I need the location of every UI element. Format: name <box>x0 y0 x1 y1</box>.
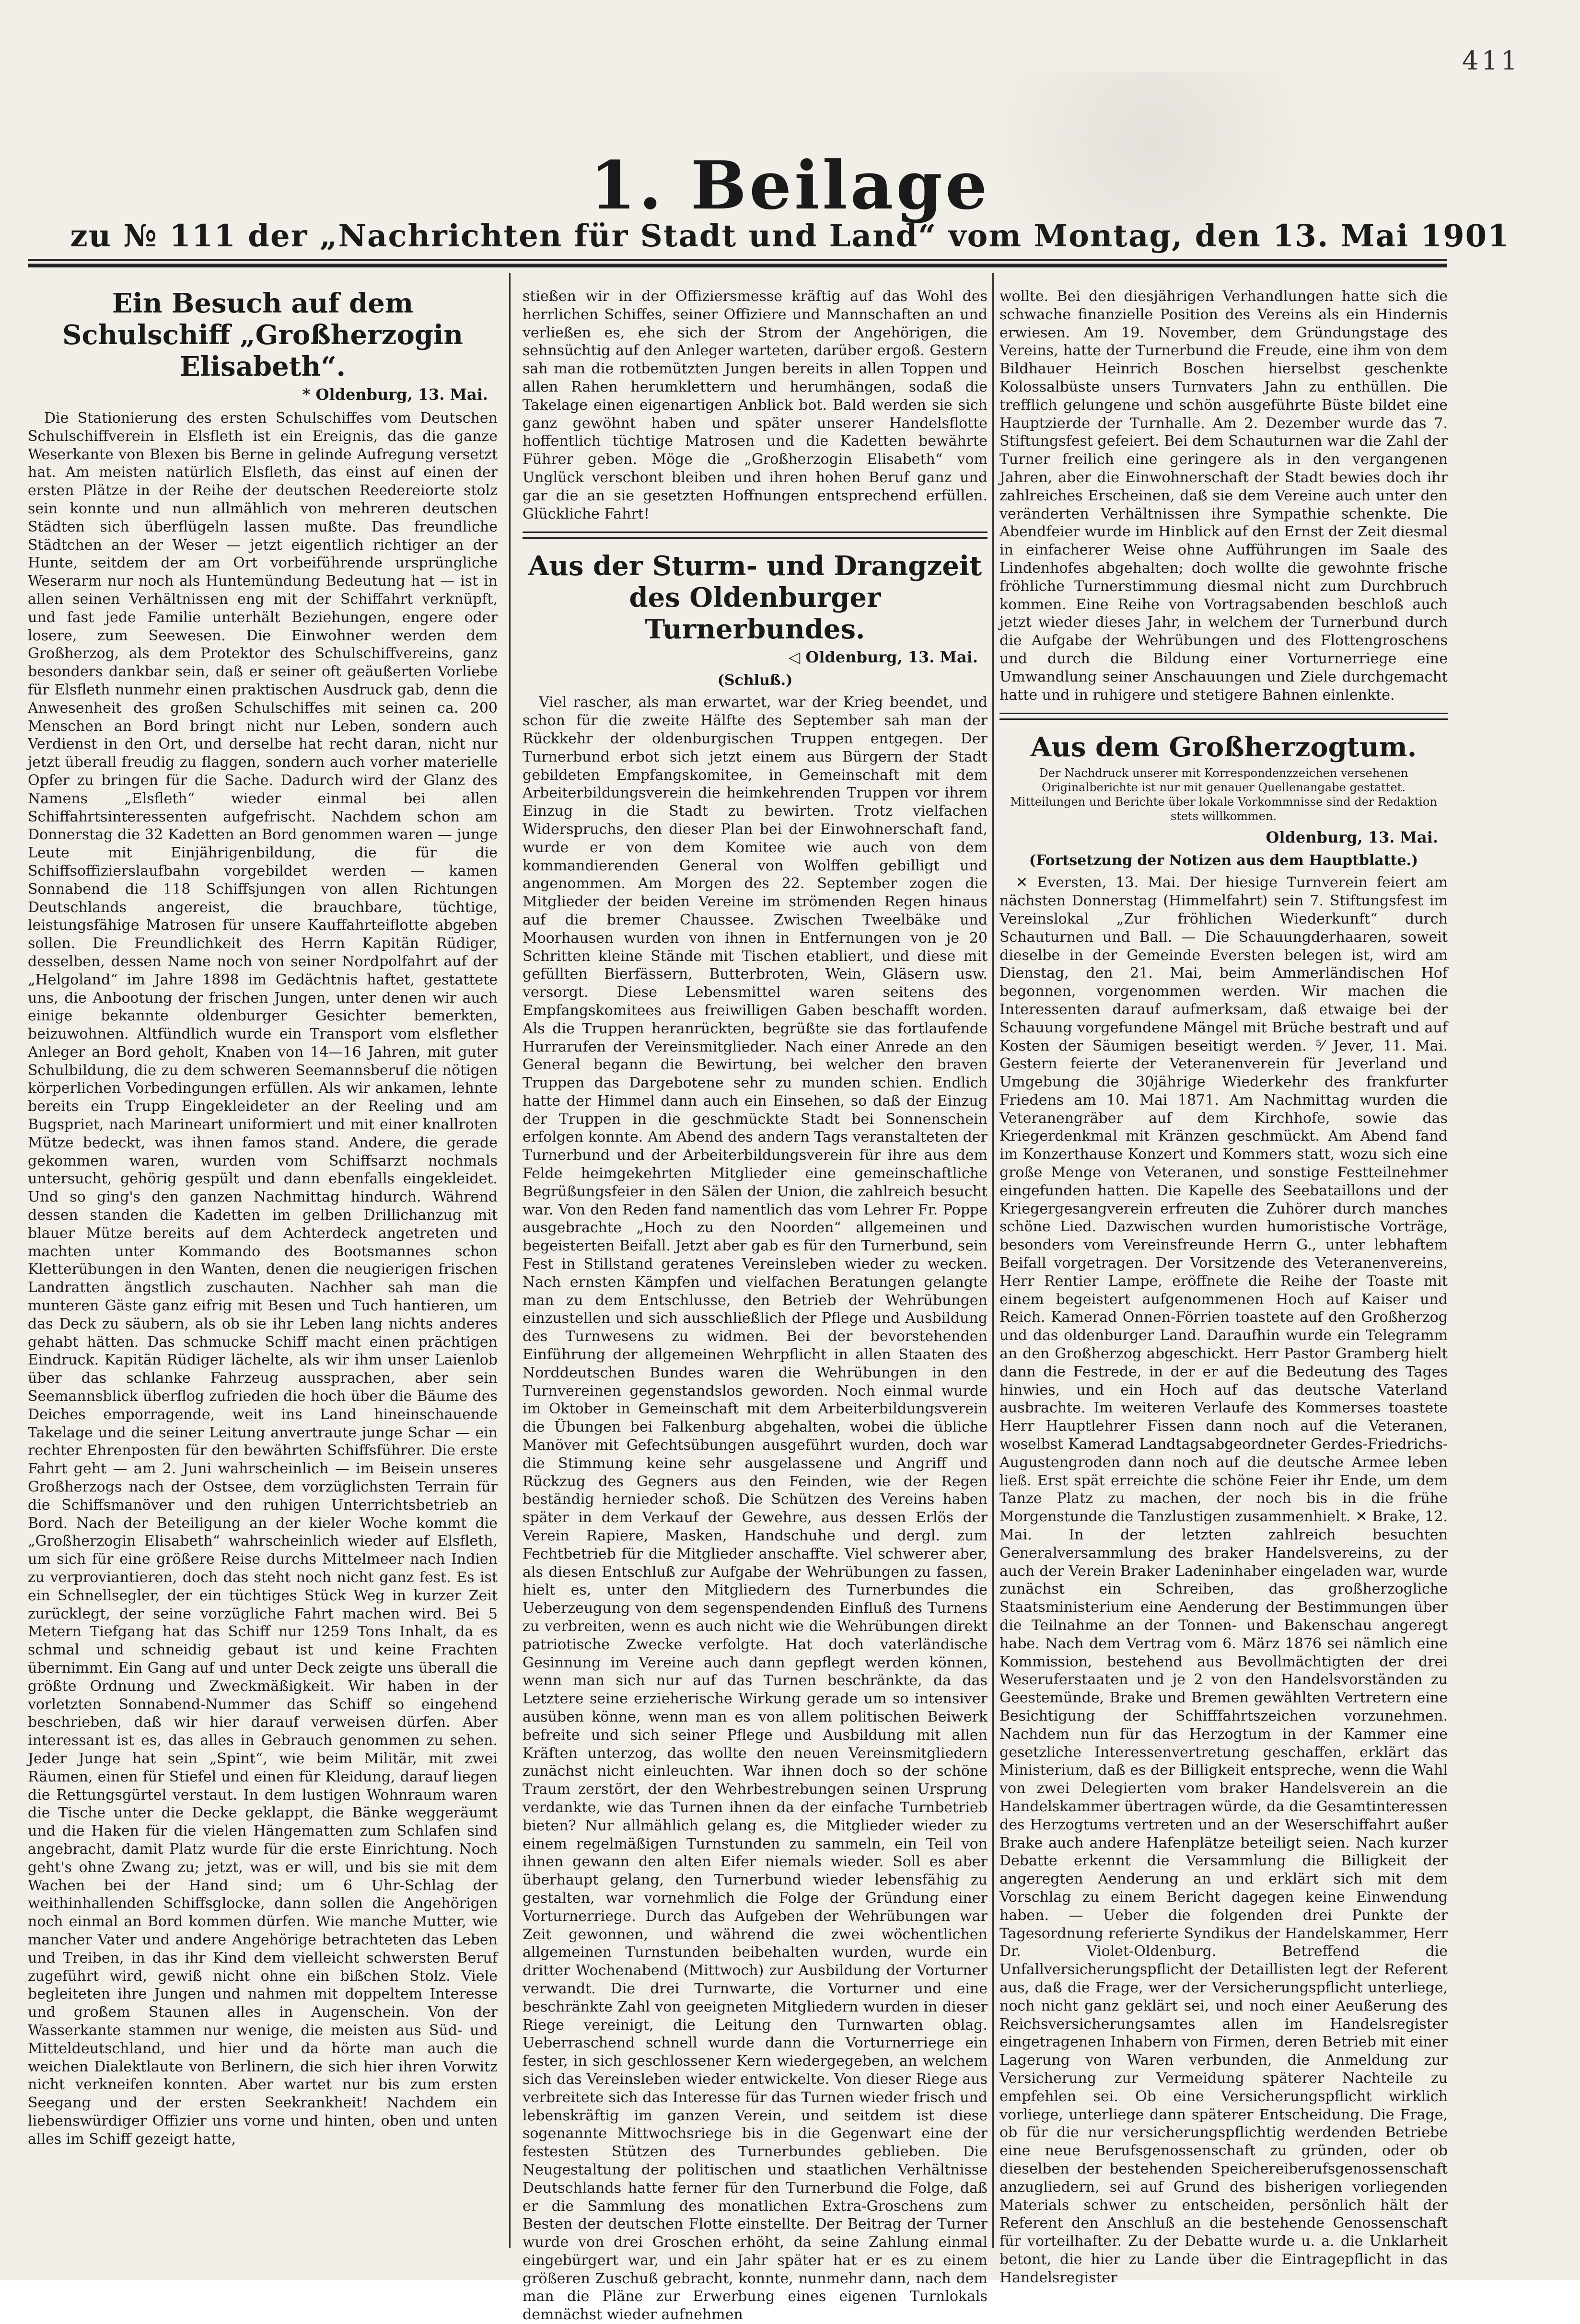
header-rule <box>28 259 1447 261</box>
column-2 <box>523 288 988 2324</box>
article-separator <box>523 532 988 539</box>
article-body: Die Stationierung des ersten Schulschiffes vom Deutschen Schulschiffverein in Elsfleth ist ein Ereignis, das die ganze Weserkante von Blexen bis Berne in gelinde Aufregung versetzt hat. Am meisten natürlich Elsfleth, das einst auf einen der ersten Plätze in der Reihe der deutschen Reedereiorte stolz sein konnte und nun allmählich von mehreren deutschen Städten sich überflügeln lassen mußte. Das freundliche Städtchen an der Weser — jetzt eigentlich richtiger an der Hunte, seitdem der am Ort vorbeiführende ursprüngliche Weserarm nur noch als Huntemündung Bedeutung hat — ist in allen seinen Verhältnissen eng mit der Schiffahrt verknüpft, und fast jede Familie unterhält Beziehungen, engere oder losere, zum Seewesen. Die Einwohner werden dem Großherzog, als dem Protektor des Schulschiffvereins, ganz besonders dankbar sein, daß er seiner oft geäußerten Vorliebe für Elsfleth nunmehr einen praktischen Ausdruck gab, denn die Anwesenheit des großen Schulschiffes mit seinen ca. 200 Menschen an Bord bringt nicht nur Leben, sondern auch Verdienst in den Ort, und derselbe hat recht daran, nicht nur jetzt überall freudig zu flaggen, sondern auch vorher materielle Opfer zu bringen für die Sache. Dadurch wird der Glanz des Namens „Elsfleth“ wieder einmal bei allen Schiffahrtsinteressenten aufgefrischt. Nachdem schon am Donnerstag die 32 Kadetten an Bord genommen waren — junge Leute mit Einjährigenbildung, die für die Schiffsoffizierslaufbahn vorgebildet werden — kamen Sonnabend die 118 Schiffsjungen von allen Richtungen Deutschlands angereist, die brauchbare, tüchtige, leistungsfähige Matrosen für unsere Kauffahrteiflotte abgeben sollen. Die Freundlichkeit des Herrn Kapitän Rüdiger, desselben, dessen Name noch von seiner Nordpolfahrt auf der „Helgoland“ im Jahre 1898 im Gedächtnis haftet, gestattete uns, die Anbootung der frischen Jungen, unter denen wir auch einige bekannte oldenburger Gesichter bemerkten, beizuwohnen. Altfündlich wurde ein Transport vom elsflether Anleger an Bord geholt, Knaben von 14—16 Jahren, mit guter Schulbildung, die zu dem schweren Seemannsberuf die nötigen körperlichen Vorbedingungen erfüllen. Als wir ankamen, lehnte bereits ein Trupp Eingekleideter an der Reeling und am Bugspriet, nach Marineart uniformiert und mit einer knallroten Mütze bedeckt, was ihnen famos stand. Andere, die gerade gekommen waren, wurden vom Schiffsarzt nochmals untersucht, gehörig gespült und dann ebenfalls eingekleidet. Und so ging's den ganzen Nachmittag hindurch. Während dessen standen die Kadetten im gelben Drillichanzug mit blauer Mütze bereits auf dem Achterdeck angetreten und machten unter Kommando des Bootsmannes schon Kletterübungen in den Wanten, denen die neugierigen frischen Landratten ängstlich zuschauten. Nachher sah man die munteren Gäste ganz eifrig mit Besen und Tuch hantieren, um das Deck zu säubern, als ob sie ihr Leben lang nichts anderes gehabt hätten. Das schmucke Schiff macht einen prächtigen Eindruck. Kapitän Rüdiger lächelte, als wir ihm unser Laienlob über das schlanke Fahrzeug aussprachen, aber sein Seemannsblick überflog zufrieden die hoch über die Bäume des Deiches emporragende, weit ins Land hineinschauende Takelage und die seiner Leitung anvertraute junge Schar — ein rechter Ehrenposten für den bewährten Schiffsführer. Die erste Fahrt geht — am 2. Juni wahrscheinlich — im Beisein unseres Großherzogs nach der Ostsee, dem vorzüglichsten Terrain für die Schiffsmanöver und den ruhigen Unterrichtsbetrieb an Bord. Nach der Beteiligung an der kieler Woche kommt die „Großherzogin Elisabeth“ wahrscheinlich wieder auf Elsfleth, um sich für eine größere Reise durchs Mittelmeer nach Indien zu verproviantieren, doch das steht noch nicht ganz fest. Es ist ein Schnellsegler, der ein tüchtiges Stück Weg in kurzer Zeit zurücklegt, der seine vorzügliche Fahrt machen wird. Bei 5 Metern Tiefgang hat das Schiff nur 1259 Tons Inhalt, da es schmal und schneidig gebaut ist und keine Frachten übernimmt. Ein Gang auf und unter Deck zeigte uns überall die größte Ordnung und Zweckmäßigkeit. Wir haben in der vorletzten Sonnabend-Nummer das Schiff so eingehend beschrieben, daß wir hier darauf verweisen dürfen. Aber interessant ist es, das alles in Gebrauch genommen zu sehen. Jeder Junge hat sein „Spint“, wie beim Militär, mit zwei Räumen, einen für Stiefel und einen für Kleidung, darauf liegen die Rettungsgürtel verstaut. In dem lustigen Wohnraum waren die Tische unter die Decke geklappt, die Bänke weggeräumt und die Haken für die vielen Hängematten zum Schlafen sind angebracht, damit Platz wurde für die erste Einrichtung. Noch geht's ohne Zwang zu; jetzt, was er will, und bis sie mit dem Wachen bei der Hand sind; um 6 Uhr-Schlag der weithinhallenden Schiffsglocke, dann sollen die Angehörigen noch einmal an Bord kommen dürfen. Wie manche Mutter, wie mancher Vater und andere Angehörige betrachteten das Leben und Treiben, in das ihr Kind dem vielleicht schwersten Beruf zugeführt wird, gewiß nicht ohne ein bißchen Stolz. Viele begleiteten ihre Jungen und nahmen mit doppeltem Interesse und großem Staunen alles in Augenschein. Von der Wasserkante stammen nur wenige, die meisten aus Süd- und Mitteldeutschland, und hier und da hörte man auch die weichen Dialektlaute von Berlinern, die sich hier ihren Vorwitz nicht verkneifen konnten. Aber wartet nur bis zum ersten Seegang und der ersten Seekrankheit! Nachdem ein liebenswürdiger Offizier uns vorne und hinten, oben und unten alles im Schiff gezeigt hatte, <box>28 410 498 2148</box>
supplement-subtitle: zu № 111 der „Nachrichten für Stadt und Land“ vom Montag, den 13. Mai 1901 <box>70 218 1510 254</box>
supplement-title: 1. Beilage <box>590 146 990 224</box>
article-body: Viel rascher, als man erwartet, war der Krieg beendet, und schon für die zweite Hälfte des September sah man der Rückkehr der oldenburgischen Truppen entgegen. Der Turnerbund erbot sich jetzt einem aus Bürgern der Stadt gebildeten Empfangskomitee, in Gemeinschaft mit dem Arbeiterbildungsverein die heimkehrenden Truppen vor ihrem Einzug in die Stadt zu bewirten. Trotz vielfachen Widerspruchs, den dieser Plan bei der Einwohnerschaft fand, wurde er von dem Komitee wie auch von dem kommandierenden General von Wolffen gebilligt und angenommen. Am Morgen des 22. September zogen die Mitglieder der beiden Vereine im strömenden Regen hinaus auf die bremer Chaussee. Zwischen Tweelbäke und Moorhausen wurden von ihnen in Entfernungen von je 20 Schritten kleine Stände mit Tischen etabliert, und diese mit gefüllten Bierfässern, Butterbroten, Wein, Gläsern usw. versorgt. Diese Lebensmittel waren seitens des Empfangskomitees aus freiwilligen Gaben beschafft worden. Als die Truppen heranrückten, begrüßte sie das fortlaufende Hurrarufen der Vereinsmitglieder. Nach einer Anrede an den General begann die Bewirtung, bei welcher den braven Truppen das Dargebotene sehr zu munden schien. Endlich hatte der Himmel dann auch ein Einsehen, so daß der Einzug der Truppen in die geschmückte Stadt bei Sonnenschein erfolgen konnte. Am Abend des andern Tags veranstalteten der Turnerbund und der Arbeiterbildungsverein für ihre aus dem Felde heimgekehrten Mitglieder eine gemeinschaftliche Begrüßungsfeier in den Sälen der Union, die zahlreich besucht war. Von den Reden fand namentlich das vom Lehrer Fr. Poppe ausgebrachte „Hoch zu den Noorden“ allgemeinen und begeisterten Beifall. Jetzt aber gab es für den Turnerbund, sein Fest in Stillstand geratenes Vereinsleben wieder zu wecken. Nach ernsten Kämpfen und vielfachen Beratungen gelangte man zu dem Entschlusse, den Betrieb der Wehrübungen einzustellen und sich ausschließlich der Pflege und Ausbildung des Turnwesens zu widmen. Bei der bevorstehenden Einführung der allgemeinen Wehrpflicht in allen Staaten des Norddeutschen Bundes waren die Wehrübungen in den Turnvereinen gegenstandslos geworden. Noch einmal wurde im Oktober in Gemeinschaft mit dem Arbeiterbildungsverein die Übungen bei Falkenburg abgehalten, wobei die übliche Manöver mit Gefechtsübungen ausgeführt wurden, doch war die Stimmung keine sehr ausgelassene und Angriff und Rückzug des Gegners aus den Feinden, wie der Regen beständig hernieder schoß. Die Schützen des Vereins haben später in dem Verkauf der Gewehre, aus dessen Erlös der Verein Rapiere, Masken, Handschuhe und dergl. zum Fechtbetrieb für die Mitglieder anschaffte. Viel schwerer aber, als diesen Entschluß zur Aufgabe der Wehrübungen zu fassen, hielt es, unter den Mitgliedern des Turnerbundes die Ueberzeugung von dem segenspendenden Einfluß des Turnens zu verbreiten, wenn es auch nicht wie die Wehrübungen direkt patriotische Zwecke verfolgte. Hat doch vaterländische Gesinnung im Vereine auch dann gepflegt werden können, wenn man sich nur auf das Turnen beschränkte, da das Letztere seine erzieherische Wirkung gerade um so intensiver ausüben könne, wenn man es von allem politischen Beiwerk befreite und sich seiner Pflege und Ausbildung mit allen Kräften unterzog, das wollte den neuen Vereinsmitgliedern zunächst nicht einleuchten. War ihnen doch so der schöne Traum zerstört, der den Wehrbestrebungen seinen Ursprung verdankte, wie das Turnen ihnen da der einfache Turnbetrieb bieten? Nur allmählich gelang es, die Mitglieder wieder zu einem regelmäßigen Turnstunden zu sammeln, ein Teil von ihnen gewann den alten Eifer niemals wieder. Soll es aber überhaupt gelang, den Turnerbund wieder lebensfähig zu gestalten, war vornehmlich die Folge der Gründung einer Vorturnerriege. Durch das Aufgeben der Wehrübungen war Zeit gewonnen, und während die zwei wöchentlichen allgemeinen Turnstunden beibehalten wurden, wurde ein dritter Wochenabend (Mittwoch) zur Ausbildung der Vorturner verwandt. Die drei Turnwarte, die Vorturner und eine beschränkte Zahl von geeigneten Mitgliedern wurden in dieser Riege vereinigt, die Leitung den Turnwarten oblag. Ueberraschend schnell wurde dann die Vorturnerriege ein fester, in sich geschlossener Kern wiedergegeben, an welchem sich das Vereinsleben wieder entwickelte. Von dieser Riege aus verbreitete sich das Interesse für das Turnen wieder frisch und lebenskräftig im ganzen Verein, und seitdem ist diese sogenannte Mittwochsriege bis in die Gegenwart eine der festesten Stützen des Turnerbundes geblieben. Die Neugestaltung der politischen und staatlichen Verhältnisse Deutschlands hatte ferner für den Turnerbund die Folge, daß er die Sammlung des monatlichen Extra-Groschens zum Besten der deutschen Flotte einstellte. Der Beitrag der Turner wurde von drei Groschen erhöht, da seine Zahlung einmal eingebürgert war, und ein Jahr später hat er es zu einem größeren Zuschuß gebracht, konnte, nunmehr dann, nach dem man die Pläne zur Erwerbung eines eigenen Turnlokals demnächst wieder aufnehmen <box>523 694 988 2324</box>
dateline: ◁ Oldenburg, 13. Mai. <box>788 648 978 667</box>
article-title-turnerbund: Aus der Sturm- und Drangzeit des Oldenburger Turnerbundes. <box>528 550 982 646</box>
article-subhead: (Fortsetzung der Notizen aus dem Hauptblatte.) <box>1029 852 1418 869</box>
reprint-notice: Der Nachdruck unserer mit Korrespondenzzeichen versehenen Originalberichte ist nur mit genauer Quellenangabe gestattet. Mitteilungen und Berichte über lokale Vorkommnisse sind der Redaktion stets willkommen. <box>1010 766 1437 823</box>
dateline: Oldenburg, 13. Mai. <box>1266 828 1438 847</box>
column-3 <box>999 288 1448 2286</box>
dateline: * Oldenburg, 13. Mai. <box>302 385 488 404</box>
article-body: ✕ Eversten, 13. Mai. Der hiesige Turnverein feiert am nächsten Donnerstag (Himmelfahrt) sein 7. Stiftungsfest im Vereinslokal „Zur fröhlichen Wiederkunft“ durch Schauturnen und Ball. — Die Schauungderhaaren, soweit dieselbe in der Gemeinde Eversten belegen ist, wird am Dienstag, den 21. Mai, beim Ammerländischen Hof begonnen, vorgenommen werden. Wir machen die Interessenten darauf aufmerksam, daß etwaige bei der Schauung vorgefundene Mängel mit Brüche bestraft und auf Kosten der Säumigen beseitigt werden. ⁵⁄ Jever, 11. Mai. Gestern feierte der Veteranenverein für Jeverland und Umgebung die 30jährige Wiederkehr des frankfurter Friedens am 10. Mai 1871. Am Nachmittag wurden die Veteranengräber auf dem Kirchhofe, sowie das Kriegerdenkmal mit Kränzen geschmückt. Am Abend fand im Konzerthause Konzert und Kommers statt, wozu sich eine große Menge von Veteranen, und sonstige Festteilnehmer eingefunden hatten. Die Kapelle des Seebataillons und der Kriegergesangverein erfreuten die Zuhörer durch manches schöne Lied. Dazwischen wurden humoristische Vorträge, besonders vom Vereinsfreunde Herrn G., unter lebhaftem Beifall vorgetragen. Der Vorsitzende des Veteranenvereins, Herr Rentier Lampe, eröffnete die Reihe der Toaste mit einem begeistert aufgenommenen Hoch auf Kaiser und Reich. Kamerad Onnen-Förrien toastete auf den Großherzog und das oldenburger Land. Daraufhin wurde ein Telegramm an den Großherzog abgeschickt. Herr Pastor Gramberg hielt dann die Festrede, in der er auf die Bedeutung des Tages hinwies, und ein Hoch auf das deutsche Vaterland ausbrachte. Im weiteren Verlaufe des Kommerses toastete Herr Hauptlehrer Fissen dann noch auf die Veteranen, woselbst Kamerad Landtagsabgeordneter Gerdes-Friedrichs-Augustengroden dann noch auf die deutsche Armee leben ließ. Erst spät erreichte die schöne Feier ihr Ende, um dem Tanze Platz zu machen, der noch bis in die frühe Morgenstunde die Tanzlustigen zusammenhielt. ✕ Brake, 12. Mai. In der letzten zahlreich besuchten Generalversammlung des braker Handelsvereins, zu der auch der Verein Braker Ladeninhaber eingeladen war, wurde zunächst ein Schreiben, das großherzogliche Staatsministerium eine Aenderung der Bestimmungen über die Teilnahme an der Tonnen- und Bakenschau angeregt habe. Nach dem Vertrag vom 6. März 1876 sei nämlich eine Kommission, bestehend aus Bevollmächtigten der drei Weseruferstaaten und je 2 von den Handelsvorständen zu Geestemünde, Brake und Bremen gewählten Vertretern eine Besichtigung der Schifffahrtszeichen vorzunehmen. Nachdem nun für das Herzogtum in der Kammer eine gesetzliche Interessenvertretung geschaffen, erklärt das Ministerium, daß es der Billigkeit entspreche, wenn die Wahl von zwei Delegierten vom braker Handelsverein an die Handelskammer übertragen würde, da die Gesamtinteressen des Herzogtums vertreten und an der Weserschiffahrt außer Brake auch andere Hafenplätze beteiligt seien. Nach kurzer Debatte erkennt die Versammlung die Billigkeit der angeregten Aenderung an und erklärt sich mit dem Vorschlag zu einem Bericht dagegen keine Einwendung haben. — Ueber die folgenden drei Punkte der Tagesordnung referierte Syndikus der Handelskammer, Herr Dr. Violet-Oldenburg. Betreffend die Unfallversicherungspflicht der Detaillisten legt der Referent aus, daß die Frage, wer der Versicherungspflicht unterliege, noch nicht ganz geklärt sei, und noch einer Aeußerung des Reichsversicherungsamtes allen im Handelsregister eingetragenen Inhabern von Firmen, deren Betrieb mit einer Lagerung von Waren verbunden, die Anmeldung zur Versicherung zur Vermeidung späterer Nachteile zu empfehlen sei. Ob eine Versicherungspflicht wirklich vorliege, unterliege dann späterer Entscheidung. Die Frage, ob für die nur versicherungspflichtig werdenden Betriebe eine neue Berufsgenossenschaft zu gründen, oder ob dieselben der bestehenden Speichereiberufsgenossenschaft anzugliedern, sei auf Grund des bisherigen vorliegenden Materials schwer zu entscheiden, persönlich hält der Referent den Anschluß an die bestehende Genossenschaft für vorteilhafter. Zu der Debatte wurde u. a. die Unklarheit betont, die hier zu Lande über die Eintragepflicht in das Handelsregister <box>999 874 1448 2286</box>
article-separator <box>999 713 1448 720</box>
article-title-grossherzogtum: Aus dem Großherzogtum. <box>1030 731 1417 763</box>
article-title-schulschiff: Ein Besuch auf dem Schulschiff „Großherzogin Elisabeth“. <box>62 288 463 382</box>
article-body-continued: wollte. Bei den diesjährigen Verhandlungen hatte sich die schwache finanzielle Position des Vereins als ein Hindernis erwiesen. Am 19. November, dem Gründungstage des Vereins, hatte der Turnerbund die Freude, eine ihm von dem Bildhauer Heinrich Boschen hierselbst geschenkte Kolossalbüste unsers Turnvaters Jahn zu enthüllen. Die trefflich gelungene und schön ausgeführte Büste bildet eine Hauptzierde der Turnhalle. Am 2. Dezember wurde das 7. Stiftungsfest gefeiert. Bei dem Schauturnen war die Zahl der Turner freilich eine geringere als in den vergangenen Jahren, aber die Einwohnerschaft der Stadt bewies doch ihr zahlreiches Erscheinen, daß sie dem Vereine auch unter den veränderten Verhältnissen ihre Sympathie schenkte. Die Abendfeier wurde im Hinblick auf den Ernst der Zeit diesmal in einfacherer Weise ohne Aufführungen im Saale des Lindenhofes abgehalten; doch wollte die gewohnte frische fröhliche Turnerstimmung diesmal nicht zum Durchbruch kommen. Eine Reihe von Vortragsabenden beschloß auch jetzt wieder dieses Jahr, in welchem der Turnerbund durch die Aufgabe der Wehrübungen und des Flottengroschens und durch die Bildung einer Vorturnerriege eine Umwandlung seiner Anschauungen und Ziele durchgemacht hatte und in ruhigere und stetigere Bahnen einlenkte. <box>999 288 1448 704</box>
header-rule-thick <box>28 264 1447 267</box>
column-separator <box>509 273 511 2248</box>
article-subhead: (Schluß.) <box>717 672 793 689</box>
article-body-continued: stießen wir in der Offiziersmesse kräftig auf das Wohl des herrlichen Schiffes, seiner Offiziere und Mannschaften an und verließen es, ehe sich der Strom der Angehörigen, die sehnsüchtig auf den Anleger warteten, darüber ergoß. Gestern sah man die rotbemützten Jungen bereits in allen Toppen und allen Rahen herumklettern und herumhängen, sodaß die Takelage einen eigenartigen Anblick bot. Bald werden sie sich ganz gewöhnt haben und später unserer Handelsflotte hoffentlich tüchtige Matrosen und die Kadetten bewährte Führer geben. Möge die „Großherzogin Elisabeth“ vom Unglück verschont bleiben und ihren hohen Beruf ganz und gar die an sie gesetzten Hoffnungen entsprechend erfüllen. Glückliche Fahrt! <box>523 288 988 522</box>
column-separator <box>992 273 994 2248</box>
column-1 <box>28 288 498 2253</box>
page-number: 411 <box>1462 46 1521 76</box>
